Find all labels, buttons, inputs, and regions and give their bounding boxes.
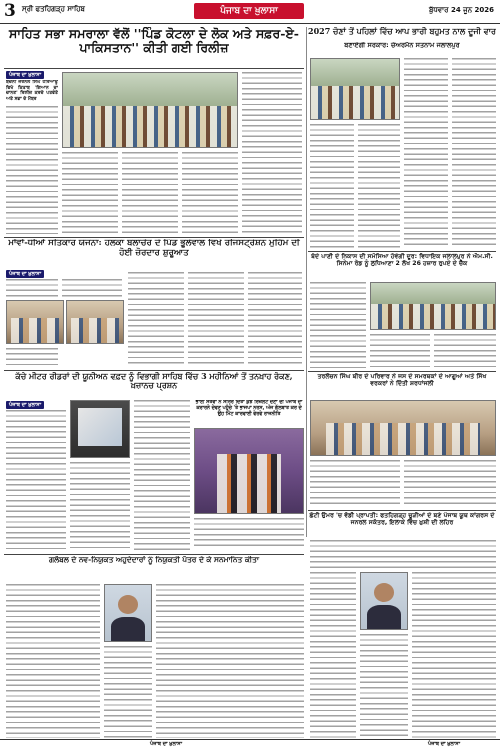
lead-bureau-tag: ਪੰਜਾਬ ਦਾ ਖ਼ੁਲਾਸਾ xyxy=(6,71,44,79)
divider xyxy=(4,554,304,555)
page-number: 3 xyxy=(4,1,16,21)
mothers-bureau-tag: ਪੰਜਾਬ ਦਾ ਖ਼ੁਲਾਸਾ xyxy=(6,270,44,278)
footer-left-tag: ਪੰਜਾਬ ਦਾ ਖ਼ੁਲਾਸਾ xyxy=(150,741,183,747)
pension-headline: ਬੰਦੇ ਪਾਣੀ ਦੇ ਨਿਕਾਸ ਦੀ ਸਮੱਸਿਆ ਹੋਵੇਗੀ ਦੂਰ: ਵਿਧਾਇਕ ਜਲਾਲਪੁਰ ਨੇ ਐਮ.ਸੀ. ਸਿਨੇਮਾ ਰੋਡ ਨੂੰ ਲੁਧਿਆਣਾ 2 ਲੱਖ 26 ਹਜ਼ਾਰ ਰੁਪਏ ਦੇ ਚੈੱਕ xyxy=(311,253,493,268)
column-divider xyxy=(306,27,307,537)
section-logo: ਪੰਜਾਬ ਦਾ ਖ਼ੁਲਾਸਾ xyxy=(194,3,304,19)
divider xyxy=(308,510,496,511)
tribute-photo xyxy=(310,400,496,456)
lead-intro: ਬਚਨੀ ਜਰਨੈਲ ਸਿੰਘ ਹਰਿਆਊ ਵਿਖੇ ਕਿਤਾਬ 'ਗਿਆਨ ਦਾ ਚਾਨਣ' ਰਿਲੀਜ਼ ਕਰਦੇ ਪਤਵੰਤੇ ਅਤੇ ਸਭਾ ਦੇ ਮੈਂਬਰ xyxy=(6,80,58,102)
lead-photo xyxy=(62,72,238,148)
divider xyxy=(308,371,496,372)
center-callout: ਭਾਈ ਸੰਤਵਾ ਨੇ ਸਰਿਰ ਦਿੱਤਾ ਕੁਝ ਰਿਜ਼ਲਟ ਦੇਣਾ ਦੀ ਪੰਜਾਬ ਦਾ ਕਰਾਰਨੇ ਦੇਵਣ ਪਹੁੰਚੇ 'ਤੇ ਭਾਜਪਾ ਨਰਸ, ਅੱਜ ਗੱਲਬਾਤ ਕਰ ਦੇ ਉਹ ਮਿੰਟ ਕਾਰਵਾਈ ਵੇਰਵੇ ਰਾਜਨੀਤਿ xyxy=(195,400,303,417)
lead-body-col-1 xyxy=(6,106,58,234)
youth-congress-body-col-2 xyxy=(412,572,496,738)
mothers-photo-center xyxy=(66,300,124,344)
awardees-body-col-2 xyxy=(104,646,152,738)
pension-photo xyxy=(370,282,496,330)
bijli-body-col-3 xyxy=(134,400,190,550)
youth-congress-body-col-3 xyxy=(360,634,408,738)
page-footer xyxy=(0,739,500,747)
tribute-headline: ਤਰਲੋਚਨ ਸਿੰਘ ਬੀਰ ਦੇ ਪਰਿਵਾਰ ਨੇ ਜਸ ਦੇ ਸਮਰਥਕਾਂ ਦੇ ਆਗੂਆਂ ਅਤੇ ਸਿੱਖ ਵਰਕਰਾਂ ਨੇ ਦਿੱਤੀ ਸ਼ਰਧਾਂਜਲੀ xyxy=(317,373,487,388)
divider xyxy=(4,237,304,238)
footer-right-tag: ਪੰਜਾਬ ਦਾ ਖ਼ੁਲਾਸਾ xyxy=(427,741,460,747)
lead-body-col-2 xyxy=(62,152,118,234)
youth-congress-body-col-1 xyxy=(310,572,356,738)
awardees-headline: ਗਲੋਬਲ ਦੇ ਨਵ-ਨਿਯੁਕਤ ਅਹੁਦੇਦਾਰਾਂ ਨੂੰ ਨਿਯੁਕਤੀ ਪੱਤਰ ਦੇ ਕੇ ਸਨਮਾਨਿਤ ਕੀਤਾ xyxy=(49,556,259,564)
lead-body-col-3 xyxy=(122,152,178,234)
masthead xyxy=(0,0,500,24)
mothers-body-col-5 xyxy=(248,272,302,367)
awardees-body-col-3 xyxy=(156,584,304,738)
youth-congress-body-top xyxy=(310,540,496,568)
top-right-body-col-1 xyxy=(404,58,448,248)
pension-body-col-2 xyxy=(370,334,430,368)
top-right-body-col-2 xyxy=(452,58,496,248)
awardees-body-col-1 xyxy=(6,584,100,738)
tribute-body-col-2 xyxy=(404,460,496,506)
top-right-body-col-3 xyxy=(310,124,354,248)
lead-body-col-4 xyxy=(182,152,238,234)
divider xyxy=(4,68,304,69)
bijli-body-col-1 xyxy=(6,410,66,550)
bijli-photo xyxy=(70,400,130,458)
center-body xyxy=(194,518,304,550)
center-stage-photo xyxy=(194,428,304,514)
issue-date: ਬੁੱਧਵਾਰ 24 ਜੂਨ 2026 xyxy=(429,6,494,14)
mothers-photo-left xyxy=(6,300,64,344)
top-right-photo xyxy=(310,58,400,120)
top-right-body-col-4 xyxy=(358,124,400,248)
bijli-headline: ਕੱਚੇ ਮੀਟਰ ਰੀਡਰਾਂ ਦੀ ਯੂਨੀਅਨ ਵਫ਼ਦ ਨੂੰ ਵਿਭਾਗੀ ਸਾਹਿਬ ਵਿੱਚ 3 ਮਹੀਨਿਆਂ ਤੋਂ ਤਨਖ਼ਾਹ ਰੋਕਣ, ਖ਼ਜ਼ਾਨਚ ਪ੍ਰਸ਼ਨ xyxy=(15,372,293,391)
top-right-subhead: ਬਣਾਏਗੀ ਸਰਕਾਰ: ਚੇਅਰਮੈਨ ਸਤਨਾਮ ਜਲਾਲਪੁਰ xyxy=(344,42,460,49)
mothers-headline: ਮਾਂਵਾਂ-ਧੀਆਂ ਸਤਿਕਾਰ ਯੋਜਨਾ: ਹਲਕਾ ਬਲਾਚੌਰ ਦੇ ਪਿੰਡ ਭੂਲੇਵਾਲ ਵਿਖੇ ਰਜਿਸਟ੍ਰੇਸ਼ਨ ਮੁਹਿੰਮ ਦੀ ਹੋਈ ਜ਼ੋਰਦਾਰ ਸ਼ੁਰੂਆਤ xyxy=(8,239,300,258)
divider xyxy=(4,370,304,371)
youth-congress-portrait xyxy=(360,572,408,630)
top-right-headline: 2027 ਚੋਣਾਂ ਤੋਂ ਪਹਿਲਾਂ ਵਿੱਚ ਆਪ ਭਾਰੀ ਬਹੁਮਤ ਨਾਲ ਦੂਜੀ ਵਾਰ xyxy=(308,27,496,36)
awardees-portrait xyxy=(104,584,152,642)
mothers-body-col-4 xyxy=(188,272,244,367)
lead-body-col-5 xyxy=(242,72,302,234)
lead-headline: ਸਾਹਿਤ ਸਭਾ ਸਮਰਾਲਾ ਵੱਲੋਂ ''ਪਿੰਡ ਕੋਟਲਾ ਦੇ ਲੋਕ ਅਤੇ ਸਫ਼ਰ-ਏ-ਪਾਕਿਸਤਾਨ'' ਕੀਤੀ ਗਈ ਰਿਲੀਜ਼ xyxy=(9,27,299,56)
youth-congress-headline: ਛੋਟੀ ਉਮਰ 'ਚ ਵੱਡੀ ਪ੍ਰਾਪਤੀ: ਫਤਹਿਗੜ੍ਹ ਚੂੜੀਆਂ ਦੇ ਬਣੇ ਪੰਜਾਬ ਯੂਥ ਕਾਂਗਰਸ ਦੇ ਜਨਰਲ ਸਕੱਤਰ, ਇਲਾਕੇ ਵਿੱਚ ਖ਼ੁਸ਼ੀ ਦੀ ਲਹਿਰ xyxy=(309,512,495,527)
mothers-body-col-3 xyxy=(128,272,184,367)
mothers-body-col-2 xyxy=(62,279,122,299)
divider xyxy=(308,251,496,252)
masthead-left-title: ਸ੍ਰੀ ਫਤਹਿਗੜ੍ਹ ਸਾਹਿਬ xyxy=(22,5,85,13)
pension-body-col-1 xyxy=(310,282,366,368)
bijli-bureau-tag: ਪੰਜਾਬ ਦਾ ਖ਼ੁਲਾਸਾ xyxy=(6,401,44,409)
tribute-body-col-1 xyxy=(310,460,400,506)
bijli-body-col-2 xyxy=(70,462,130,550)
pension-body-col-3 xyxy=(434,334,496,368)
